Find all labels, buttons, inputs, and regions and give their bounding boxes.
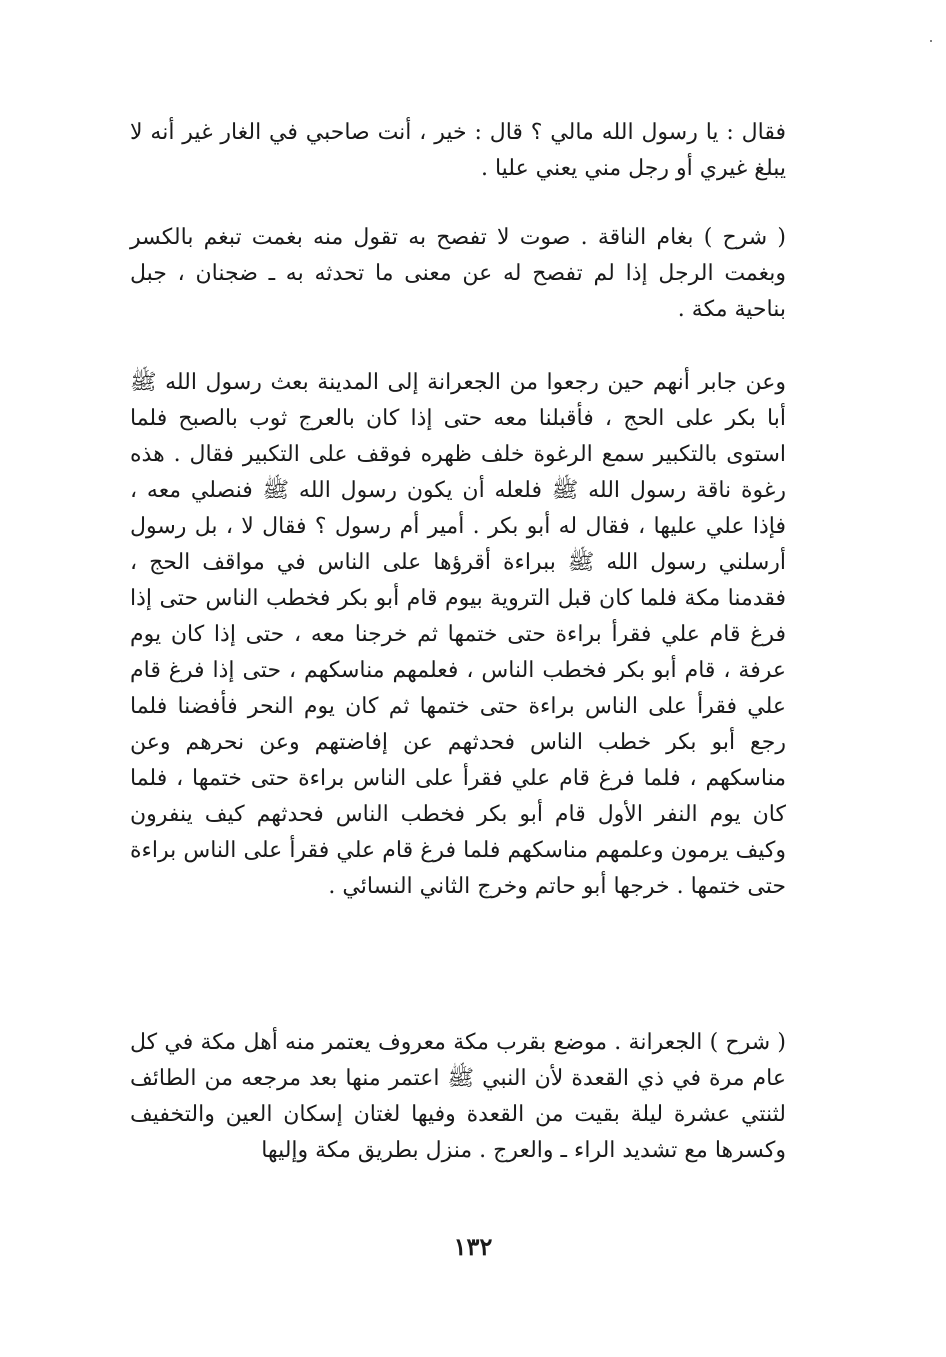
paragraph-sharh-bughām: ( شرح ) بغام الناقة . صوت لا تفصح به تقول منه بغمت تبغم بالكسر وبغمت الرجل إذا لم تفصح له عن معنى ما تحدثه به ـ ضجنان ، جبل بناحية مكة . [130, 225, 786, 322]
paragraph-ali-reply: فقال : يا رسول الله مالي ؟ قال : خير ، أنت صاحبي في الغار غير أنه لا يبلغ غيري أو رجل مني يعني عليا . [130, 120, 786, 181]
paragraph-jabir-narration: وعن جابر أنهم حين رجعوا من الجعرانة إلى المدينة بعث رسول الله ﷺ أبا بكر على الحج ، فأقبلنا معه حتى إذا كان بالعرج ثوب بالصبح فلما استوى بالتكبير سمع الرغوة خلف ظهره فوقف على التكبير فقال . هذه رغوة ناقة رسول الله ﷺ فلعله أن يكون رسول الله ﷺ فنصلي معه ، فإذا علي عليها ، فقال له أبو بكر . أمير أم رسول ؟ فقال لا ، بل رسول أرسلني رسول الله ﷺ ببراءة أقرؤها على الناس في مواقف الحج ، فقدمنا مكة فلما كان قبل التروية بيوم قام أبو بكر فخطب الناس حتى إذا فرغ قام علي فقرأ براءة حتى ختمها ثم خرجنا معه ، حتى إذا كان يوم عرفة ، قام أبو بكر فخطب الناس ، فعلمهم مناسكهم ، حتى إذا فرغ قام علي فقرأ على الناس براءة حتى ختمها ثم كان يوم النحر فأفضنا فلما رجع أبو بكر خطب الناس فحدثهم عن إفاضتهم وعن نحرهم وعن مناسكهم ، فلما فرغ قام علي فقرأ على الناس براءة حتى ختمها ، فلما كان يوم النفر الأول قام أبو بكر فخطب الناس فحدثهم كيف ينفرون وكيف يرمون وعلمهم مناسكهم فلما فرغ قام علي فقرأ على الناس براءة حتى ختمها . خرجها أبو حاتم وخرج الثاني النسائي . [130, 370, 786, 899]
scan-speck [930, 40, 932, 42]
paragraph-sharh-jiranah: ( شرح ) الجعرانة . موضع بقرب مكة معروف يعتمر منه أهل مكة في كل عام مرة في ذي القعدة لأن النبي ﷺ اعتمر منها بعد مرجعه من الطائف لثنتي عشرة ليلة بقيت من القعدة وفيها لغتان إسكان العين والتخفيف وكسرها مع تشديد الراء ـ والعرج . منزل بطريق مكة وإليها [130, 1030, 786, 1163]
page-number: ١٣٢ [453, 1232, 493, 1261]
